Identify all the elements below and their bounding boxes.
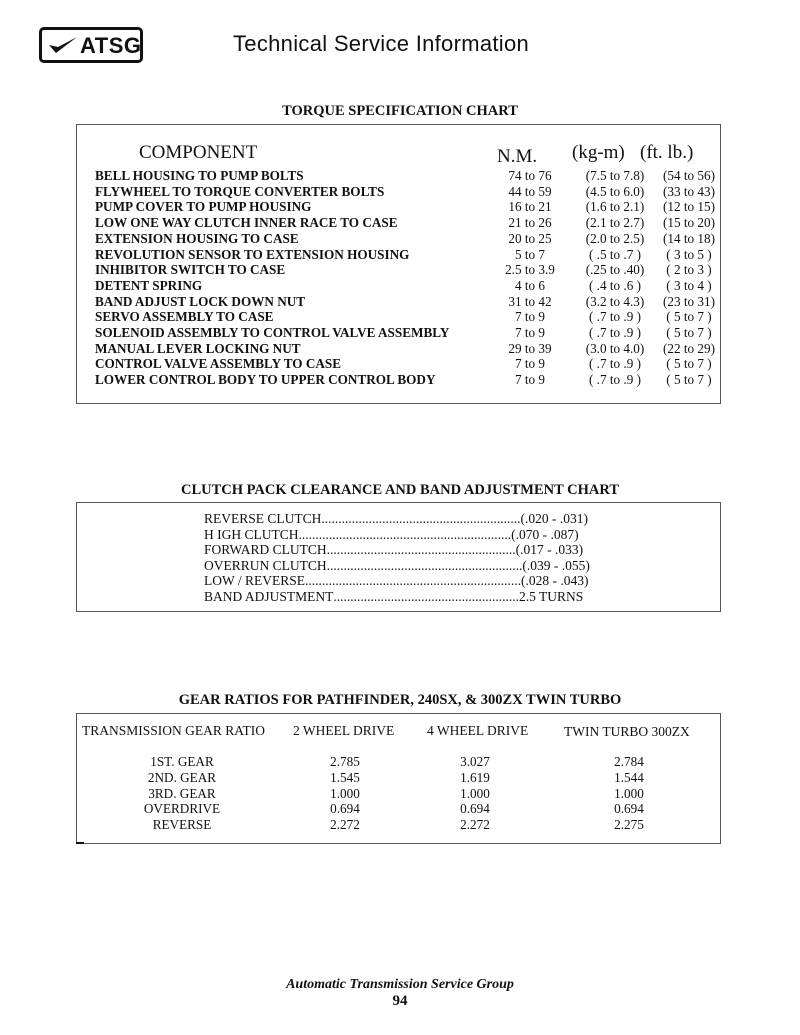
gear-name-cell: 3RD. GEAR (148, 785, 216, 801)
four-wd-cell: 2.272 (460, 817, 490, 833)
table-row (95, 341, 715, 357)
list-item (204, 589, 583, 605)
header-2wd: 2 WHEEL DRIVE (293, 723, 395, 738)
kgm-cell: (.25 to .40) (585, 262, 645, 278)
kgm-cell: ( .4 to .6 ) (588, 277, 641, 293)
table-row (95, 294, 715, 310)
gear-chart-title: GEAR RATIOS FOR PATHFINDER, 240SX, & 300ZX TWIN TURBO (178, 692, 622, 708)
kgm-cell: ( .5 to .7 ) (588, 246, 641, 262)
table-row (95, 262, 715, 278)
page-header-title: Technical Service Information (233, 31, 530, 56)
header-ftlb: (ft. lb.) (640, 142, 694, 163)
ftlb-cell: (33 to 43) (662, 183, 715, 199)
atsg-logo (39, 27, 143, 63)
component-cell: SERVO ASSEMBLY TO CASE (95, 309, 274, 325)
twin-turbo-cell: 1.000 (614, 785, 644, 801)
clearance-value: 2.5 TURNS (519, 589, 584, 604)
nm-cell: 31 to 42 (508, 293, 552, 309)
header-4wd: 4 WHEEL DRIVE (427, 723, 529, 738)
twin-turbo-cell: 2.275 (614, 817, 644, 833)
two-wd-cell: 1.000 (330, 785, 360, 801)
component-cell: MANUAL LEVER LOCKING NUT (95, 340, 301, 356)
clearance-value: (.028 - .043) (521, 573, 589, 589)
clearance-value: (.020 - .031) (520, 511, 589, 526)
component-cell: FLYWHEEL TO TORQUE CONVERTER BOLTS (95, 183, 385, 199)
clearance-label: OVERRUN CLUTCH (204, 557, 327, 573)
nm-cell: 4 to 6 (514, 277, 546, 293)
component-cell: BAND ADJUST LOCK DOWN NUT (95, 293, 306, 309)
component-cell: CONTROL VALVE ASSEMBLY TO CASE (95, 356, 342, 372)
two-wd-cell: 2.785 (330, 754, 360, 769)
header-gear-ratio: TRANSMISSION GEAR RATIO (82, 723, 266, 738)
table-row (77, 817, 720, 833)
ftlb-cell: (23 to 31) (662, 293, 715, 309)
checkmark-icon (48, 36, 78, 56)
ftlb-cell: ( 5 to 7 ) (666, 309, 712, 325)
two-wd-cell: 0.694 (330, 801, 360, 817)
ftlb-cell: ( 3 to 5 ) (666, 246, 712, 262)
nm-cell: 16 to 21 (508, 199, 552, 215)
clearance-value: (.039 - .055) (522, 557, 590, 573)
gear-name-cell: 2ND. GEAR (147, 769, 217, 785)
table-row (95, 199, 715, 215)
table-row (95, 325, 715, 341)
component-cell: REVOLUTION SENSOR TO EXTENSION HOUSING (95, 246, 410, 262)
gear-ratio-table (76, 713, 721, 844)
two-wd-cell: 1.545 (330, 769, 360, 785)
gear-name-cell: REVERSE (152, 817, 212, 833)
clearance-label: REVERSE CLUTCH (204, 511, 322, 526)
ftlb-cell: (14 to 18) (662, 230, 715, 246)
twin-turbo-cell: 0.694 (614, 801, 644, 817)
nm-cell: 21 to 26 (508, 215, 552, 231)
header-twin-turbo: TWIN TURBO 300ZX (564, 724, 690, 739)
four-wd-cell: 1.000 (460, 785, 490, 801)
header-component: COMPONENT (139, 142, 258, 163)
clearance-label: H IGH CLUTCH (204, 526, 299, 542)
kgm-cell: (2.0 to 2.5) (585, 230, 645, 246)
table-row (95, 372, 715, 388)
kgm-cell: ( .7 to .9 ) (588, 372, 641, 388)
clearance-value: (.070 - .087) (511, 526, 579, 542)
torque-spec-table (76, 124, 721, 404)
list-item (204, 511, 588, 527)
clearance-value: (.017 - .033) (515, 542, 584, 558)
list-item (204, 542, 583, 558)
list-item (204, 573, 589, 589)
kgm-cell: (3.2 to 4.3) (585, 293, 645, 309)
header-kgm: (kg-m) (572, 142, 625, 163)
table-row (95, 309, 715, 325)
two-wd-cell: 2.272 (330, 817, 360, 833)
table-row (95, 247, 715, 263)
kgm-cell: (4.5 to 6.0) (585, 183, 645, 199)
ftlb-cell: ( 5 to 7 ) (666, 372, 712, 388)
component-cell: LOW ONE WAY CLUTCH INNER RACE TO CASE (95, 215, 398, 231)
page-number: 94 (392, 993, 408, 1009)
clutch-clearance-table (76, 502, 721, 612)
component-cell: BELL HOUSING TO PUMP BOLTS (95, 168, 304, 183)
nm-cell: 74 to 76 (508, 168, 552, 183)
kgm-cell: ( .7 to .9 ) (588, 325, 641, 340)
clutch-chart-title: CLUTCH PACK CLEARANCE AND BAND ADJUSTMENT CHART (180, 482, 620, 498)
table-row (77, 801, 720, 817)
gear-name-cell: 1ST. GEAR (150, 754, 214, 769)
ftlb-cell: (22 to 29) (662, 340, 715, 356)
table-row (77, 770, 720, 786)
component-cell: PUMP COVER TO PUMP HOUSING (95, 199, 312, 215)
list-item (204, 558, 590, 574)
kgm-cell: (1.6 to 2.1) (585, 199, 645, 215)
clearance-label: BAND ADJUSTMENT (204, 589, 334, 604)
clearance-label: LOW / REVERSE (204, 573, 305, 589)
nm-cell: 7 to 9 (514, 325, 546, 340)
four-wd-cell: 0.694 (460, 801, 490, 817)
ftlb-cell: ( 2 to 3 ) (666, 262, 712, 278)
kgm-cell: ( .7 to .9 ) (588, 309, 641, 325)
table-row (95, 278, 715, 294)
leader-dots: ................................................................ (305, 573, 521, 589)
twin-turbo-cell: 2.784 (614, 754, 644, 769)
nm-cell: 5 to 7 (514, 246, 546, 262)
footer-organization: Automatic Transmission Service Group (286, 977, 514, 992)
component-cell: SOLENOID ASSEMBLY TO CONTROL VALVE ASSEMBLY (95, 325, 450, 340)
table-row (95, 215, 715, 231)
ftlb-cell: (12 to 15) (662, 199, 715, 215)
kgm-cell: (3.0 to 4.0) (585, 340, 645, 356)
table-row (95, 184, 715, 200)
component-cell: LOWER CONTROL BODY TO UPPER CONTROL BODY (95, 372, 436, 388)
table-tick-mark (76, 842, 84, 844)
table-row (95, 168, 715, 184)
ftlb-cell: (15 to 20) (662, 215, 715, 231)
nm-cell: 20 to 25 (508, 230, 552, 246)
table-row (77, 754, 720, 770)
four-wd-cell: 1.619 (460, 769, 490, 785)
ftlb-cell: ( 5 to 7 ) (666, 356, 712, 372)
nm-cell: 7 to 9 (514, 372, 546, 388)
ftlb-cell: ( 5 to 7 ) (666, 325, 712, 340)
list-item (204, 527, 579, 543)
clearance-label: FORWARD CLUTCH (204, 542, 327, 558)
leader-dots: ....................................................... (333, 589, 520, 604)
nm-cell: 29 to 39 (508, 340, 552, 356)
nm-cell: 2.5 to 3.9 (505, 262, 555, 278)
table-row (95, 356, 715, 372)
leader-dots: ........................................................... (321, 511, 521, 526)
component-cell: INHIBITOR SWITCH TO CASE (95, 262, 286, 278)
four-wd-cell: 3.027 (460, 754, 490, 769)
kgm-cell: (7.5 to 7.8) (585, 168, 645, 183)
ftlb-cell: (54 to 56) (662, 168, 715, 183)
leader-dots: ............................................................... (298, 526, 512, 542)
leader-dots: .......................................................... (326, 557, 523, 573)
table-row (77, 786, 720, 802)
kgm-cell: (2.1 to 2.7) (585, 215, 645, 231)
header-nm: N.M. (497, 146, 538, 167)
torque-chart-title: TORQUE SPECIFICATION CHART (282, 103, 518, 119)
logo-text: ATSG (80, 33, 142, 58)
nm-cell: 44 to 59 (508, 183, 552, 199)
component-cell: EXTENSION HOUSING TO CASE (95, 230, 299, 246)
component-cell: DETENT SPRING (95, 277, 203, 293)
nm-cell: 7 to 9 (514, 356, 546, 372)
kgm-cell: ( .7 to .9 ) (588, 356, 641, 372)
gear-name-cell: OVERDRIVE (143, 801, 221, 817)
nm-cell: 7 to 9 (514, 309, 546, 325)
leader-dots: ........................................................ (326, 542, 516, 558)
twin-turbo-cell: 1.544 (614, 769, 644, 785)
table-row (95, 231, 715, 247)
ftlb-cell: ( 3 to 4 ) (666, 277, 712, 293)
